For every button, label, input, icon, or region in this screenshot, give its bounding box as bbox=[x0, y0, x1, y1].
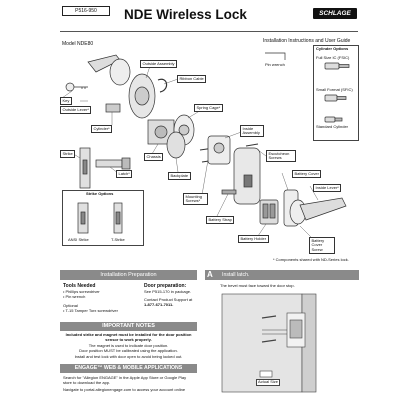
tool-item-2-text: Pin wrench bbox=[65, 294, 86, 299]
ansi-strike-label: ANSI Strike bbox=[68, 237, 89, 242]
step-a-note: The bevel must face toward the door stop. bbox=[220, 283, 295, 288]
cylinder-option-fsic: Full Size IC (FSIC) bbox=[316, 55, 350, 60]
label-chassis: Chassis bbox=[144, 153, 163, 161]
contact-label: Contact Product Support at bbox=[144, 297, 193, 302]
label-key: Key bbox=[60, 97, 72, 105]
step-a-letter: A bbox=[207, 270, 213, 279]
optional-tool: • T-15 Tamper Torx screwdriver bbox=[63, 308, 118, 313]
important-notes-header: IMPORTANT NOTES bbox=[60, 322, 197, 331]
cylinder-options-title: Cylinder Options bbox=[316, 46, 349, 51]
tool-item-1: • Phillips screwdriver bbox=[63, 289, 100, 294]
label-inside-assembly: Inside Assembly bbox=[240, 125, 264, 137]
pin-wrench-label: Pin wrench bbox=[265, 62, 285, 67]
optional-tool-text: T-15 Tamper Torx screwdriver bbox=[65, 308, 118, 313]
cylinder-option-standard: Standard Cylinder bbox=[316, 124, 349, 129]
label-mounting-screws: Mounting Screws* bbox=[183, 193, 208, 205]
model-label: Model NDE80 bbox=[62, 41, 94, 47]
label-inside-lever: Inside Lever* bbox=[313, 184, 341, 192]
label-spring-cage: Spring Cage* bbox=[194, 104, 223, 112]
installation-prep-header: Installation Preparation bbox=[60, 270, 197, 280]
step-a-title: Install latch. bbox=[222, 272, 250, 278]
label-outside-assembly: Outside Assembly bbox=[140, 60, 177, 68]
engage-line-2: Navigate to portal.allegionengage.com to access your account online bbox=[63, 387, 186, 392]
important-line-1: The magnet is used to indicate door position. bbox=[88, 343, 169, 348]
guide-title: Installation Instructions and User Guide bbox=[263, 38, 351, 44]
door-prep-text: See P515-170 in package. bbox=[144, 289, 192, 294]
important-lead: Included strike and magnet must be installed for the door position sensor to work properly. bbox=[65, 332, 192, 342]
important-line-3: Install and test lock with door open to avoid being locked out. bbox=[74, 354, 183, 359]
page-title: NDE Wireless Lock bbox=[124, 7, 247, 22]
engage-header: ENGAGE™ WEB & MOBILE APPLICATIONS bbox=[60, 364, 197, 373]
tool-item-1-text: Phillips screwdriver bbox=[65, 289, 100, 294]
label-outside-lever: Outside Lever* bbox=[60, 106, 91, 114]
t-strike-label: T-Strike bbox=[111, 237, 125, 242]
optional-label: Optional bbox=[63, 303, 78, 308]
actual-size-screw-icon bbox=[260, 371, 272, 377]
brand-logo: SCHLAGE bbox=[313, 8, 357, 19]
label-escutcheon-screws: Escutcheon Screws bbox=[266, 150, 296, 162]
cylinder-option-sfic: Small Format (SFIC) bbox=[316, 87, 353, 92]
label-latch: Latch* bbox=[116, 170, 132, 178]
strike-options-title: Strike Options bbox=[86, 191, 114, 196]
tool-item-2: • Pin wrench bbox=[63, 294, 86, 299]
door-prep-title: Door preparation: bbox=[144, 283, 187, 289]
part-number: P516-950 bbox=[62, 6, 110, 16]
label-battery-strap: Battery Strap bbox=[206, 216, 234, 224]
label-battery-cover: Battery Cover bbox=[292, 170, 321, 178]
footnote: * Components shared with ND-Series lock. bbox=[273, 257, 349, 262]
label-ribbon-cable: Ribbon Cable bbox=[177, 75, 206, 83]
label-battery-holder: Battery Holder bbox=[238, 235, 269, 243]
label-strike: Strike bbox=[60, 150, 75, 158]
engage-line-1: Search for "Allegion ENGAGE" in the Apple App Store or Google Play store to download the app. bbox=[63, 375, 187, 385]
actual-size-label: Actual Size bbox=[258, 379, 279, 384]
support-phone: 1-877-671-7011. bbox=[144, 302, 174, 307]
label-backplate: Backplate bbox=[168, 172, 191, 180]
important-line-2: Door position MUST be calibrated using the application. bbox=[79, 348, 178, 353]
label-battery-cover-screw: Battery Cover Screw bbox=[309, 237, 335, 254]
tools-title: Tools Needed bbox=[63, 283, 96, 289]
label-cylinder: Cylinder* bbox=[91, 125, 112, 133]
